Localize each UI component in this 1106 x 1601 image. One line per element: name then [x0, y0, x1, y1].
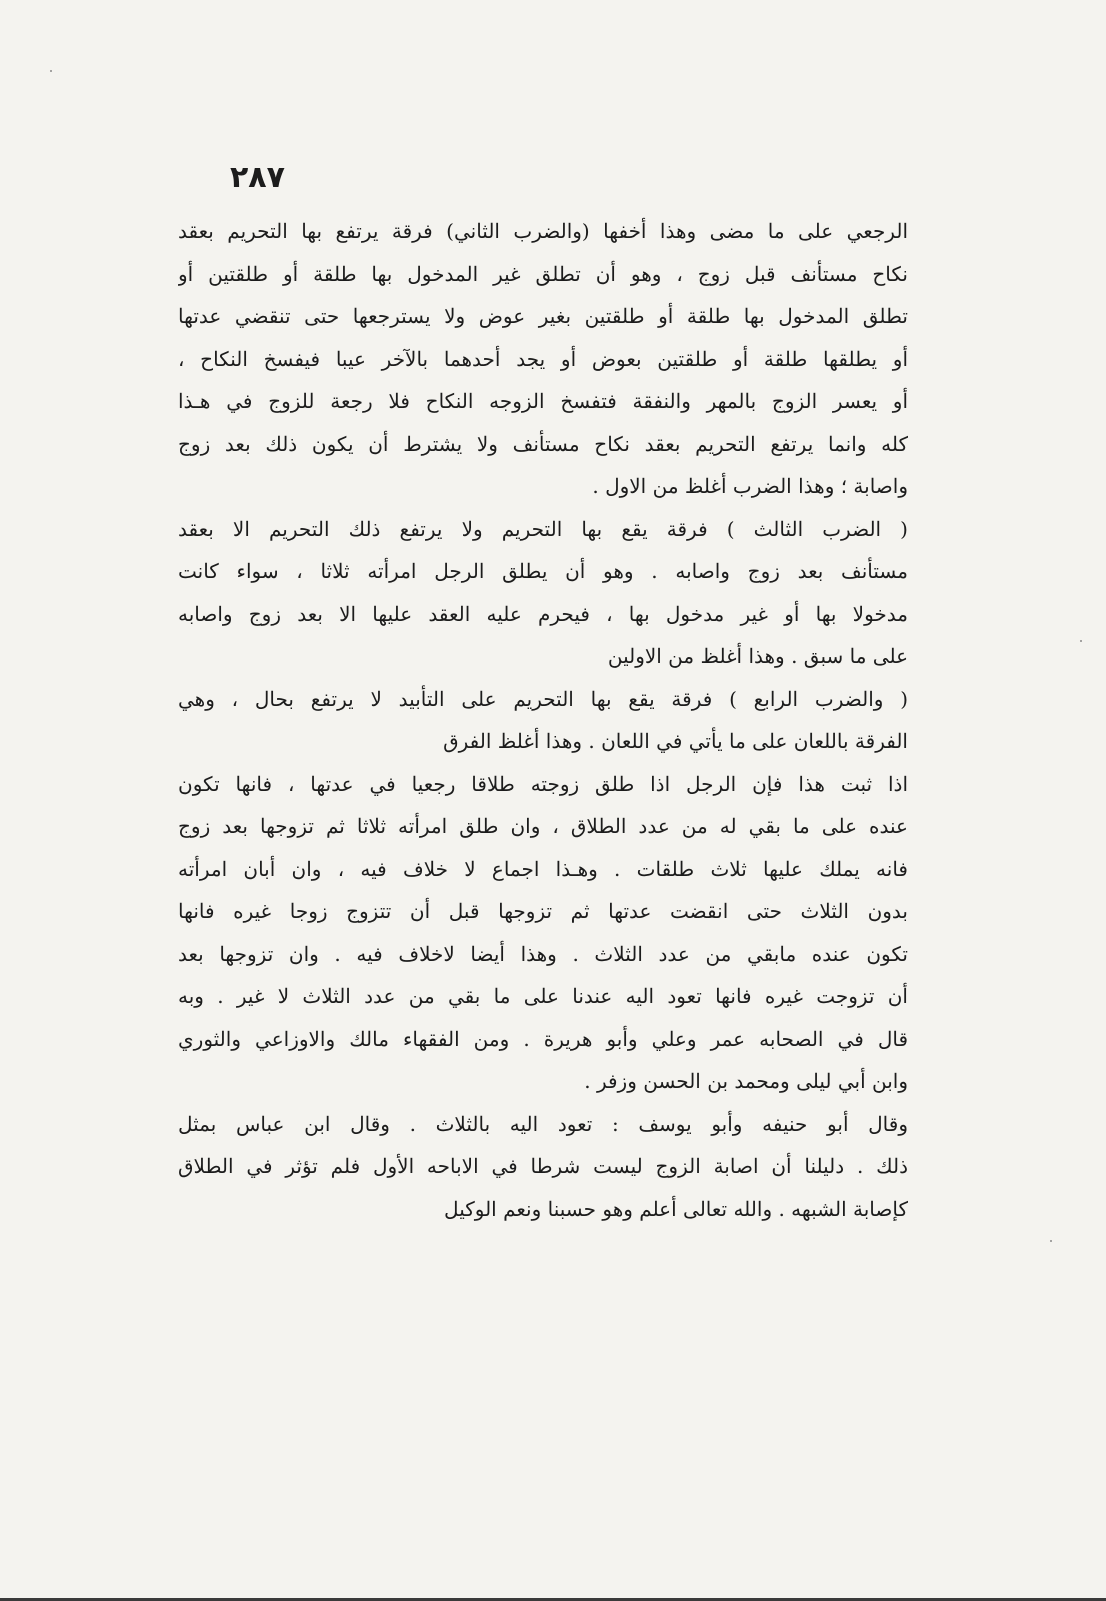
text-line: قال في الصحابه عمر وعلي وأبو هريرة . ومن الفقهاء مالك والاوزاعي والثوري [178, 1026, 908, 1051]
text-line: فانه يملك عليها ثلاث طلقات . وهـذا اجماع لا خلاف فيه ، وان أبان امرأته [178, 856, 908, 881]
text-line: أو يعسر الزوج بالمهر والنفقة فتفسخ الزوجه النكاح فلا رجعة للزوج في هـذا [178, 389, 908, 413]
text-line: عنده على ما بقي له من عدد الطلاق ، وان طلق امرأته ثلاثا ثم تزوجها بعد زوج [178, 814, 908, 838]
scan-speck [1080, 640, 1082, 642]
text-line: ( والضرب الرابع ) فرقة يقع بها التحريم على التأبيد لا يرتفع بحال ، وهي [178, 686, 908, 711]
text-line: على ما سبق . وهذا أغلظ من الاولين [607, 644, 908, 668]
scan-speck [1050, 1240, 1052, 1242]
text-line: ( الضرب الثالث ) فرقة يقع بها التحريم ولا يرتفع ذلك التحريم الا بعقد [178, 516, 908, 541]
text-line: كله وانما يرتفع التحريم بعقد نكاح مستأنف ولا يشترط أن يكون ذلك بعد زوج [178, 431, 908, 456]
text-line: أو يطلقها طلقة أو طلقتين بعوض أو يجد أحدهما بالآخر عيبا فيفسخ النكاح ، [178, 346, 908, 371]
body-text [178, 210, 908, 1230]
text-line: وابن أبي ليلى ومحمد بن الحسن وزفر . [584, 1069, 908, 1093]
text-line: الرجعي على ما مضى وهذا أخفها (والضرب الثاني) فرقة يرتفع بها التحريم بعقد [178, 219, 908, 243]
text-line: وقال أبو حنيفه وأبو يوسف : تعود اليه بالثلاث . وقال ابن عباس بمثل [178, 1111, 908, 1136]
text-line: الفرقة باللعان على ما يأتي في اللعان . وهذا أغلظ الفرق [443, 729, 908, 753]
text-line: واصابة ؛ وهذا الضرب أغلظ من الاول . [592, 474, 908, 498]
text-line: مدخولا بها أو غير مدخول بها ، فيحرم عليه العقد عليها الا بعد زوج واصابه [178, 601, 908, 626]
text-line: تكون عنده مابقي من عدد الثلاث . وهذا أيضا لاخلاف فيه . وان تزوجها بعد [178, 941, 908, 966]
text-line: ذلك . دليلنا أن اصابة الزوج ليست شرطا في الاباحه الأول فلم تؤثر في الطلاق [178, 1154, 908, 1178]
text-line: مستأنف بعد زوج واصابه . وهو أن يطلق الرجل امرأته ثلاثا ، سواء كانت [178, 559, 908, 583]
text-line: كإصابة الشبهه . والله تعالى أعلم وهو حسبنا ونعم الوكيل [444, 1196, 908, 1221]
scan-speck [50, 70, 52, 72]
page-number: ٢٨٧ [230, 160, 285, 195]
text-line: نكاح مستأنف قبل زوج ، وهو أن تطلق غير المدخول بها طلقة أو طلقتين أو [178, 261, 908, 286]
text-line: أن تزوجت غيره فانها تعود اليه عندنا على ما بقي من عدد الثلاث لا غير . وبه [178, 984, 908, 1008]
text-line: اذا ثبت هذا فإن الرجل اذا طلق زوجته طلاقا رجعيا في عدتها ، فانها تكون [178, 771, 908, 796]
text-line: تطلق المدخول بها طلقة أو طلقتين بغير عوض ولا يسترجعها حتى تنقضي عدتها [178, 304, 908, 328]
text-line: بدون الثلاث حتى انقضت عدتها ثم تزوجها قبل أن تتزوج زوجا غيره فانها [178, 899, 908, 923]
